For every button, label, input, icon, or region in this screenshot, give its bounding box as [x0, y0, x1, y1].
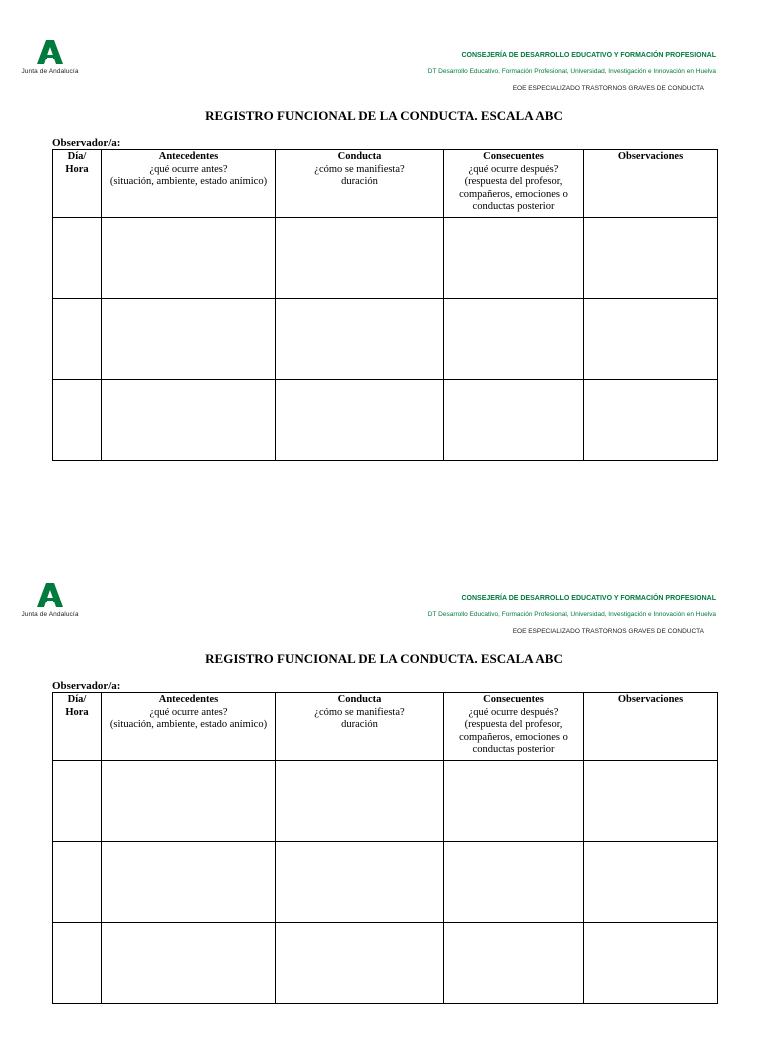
- column-title: Día/: [67, 694, 87, 705]
- column-description: ¿cómo se manifiesta?: [314, 163, 405, 175]
- table-row: [53, 380, 718, 461]
- empty-cell[interactable]: [276, 842, 444, 923]
- column-header: [584, 150, 718, 218]
- column-description: duración: [341, 176, 378, 187]
- empty-cell[interactable]: [102, 380, 276, 461]
- empty-cell[interactable]: [584, 380, 718, 461]
- empty-cell[interactable]: [53, 842, 102, 923]
- header-eoe: EOE ESPECIALIZADO TRASTORNOS GRAVES DE CONDUCTA: [512, 85, 704, 92]
- form-sheet-2: [0, 579, 768, 1049]
- header-consejeria: CONSEJERÍA DE DESARROLLO EDUCATIVO Y FORMACIÓN PROFESIONAL: [461, 52, 716, 59]
- empty-cell[interactable]: [276, 380, 444, 461]
- column-title: Hora: [65, 706, 89, 718]
- column-description: (respuesta del profesor,: [464, 176, 563, 187]
- empty-cell[interactable]: [276, 299, 444, 380]
- empty-cell[interactable]: [584, 923, 718, 1004]
- column-header: [276, 150, 444, 218]
- header-eoe: EOE ESPECIALIZADO TRASTORNOS GRAVES DE CONDUCTA: [512, 628, 704, 635]
- column-description: conductas posterior: [472, 201, 555, 212]
- column-title: Conducta: [337, 151, 382, 162]
- empty-cell[interactable]: [102, 761, 276, 842]
- header-consejeria: CONSEJERÍA DE DESARROLLO EDUCATIVO Y FORMACIÓN PROFESIONAL: [461, 595, 716, 602]
- empty-cell[interactable]: [53, 299, 102, 380]
- table-row: [53, 761, 718, 842]
- table-row: [53, 842, 718, 923]
- column-description: ¿cómo se manifiesta?: [314, 706, 405, 718]
- column-title: Antecedentes: [158, 694, 219, 705]
- column-title: Día/: [67, 151, 87, 162]
- header-delegacion: DT Desarrollo Educativo, Formación Profesional, Universidad, Investigación e Innovación en Huelva: [427, 611, 716, 618]
- junta-andalucia-logo: [18, 581, 82, 618]
- empty-cell[interactable]: [53, 380, 102, 461]
- empty-cell[interactable]: [53, 923, 102, 1004]
- table-header-row: [53, 693, 718, 761]
- abc-table: [52, 692, 718, 1004]
- empty-cell[interactable]: [102, 842, 276, 923]
- page-title: REGISTRO FUNCIONAL DE LA CONDUCTA. ESCALA ABC: [205, 651, 563, 666]
- column-description: ¿qué ocurre después?: [468, 706, 559, 718]
- column-header: [444, 693, 584, 761]
- column-description: (respuesta del profesor,: [464, 719, 563, 730]
- column-description: (situación, ambiente, estado anímico): [109, 719, 268, 730]
- column-header: [276, 693, 444, 761]
- page-title: REGISTRO FUNCIONAL DE LA CONDUCTA. ESCALA ABC: [205, 108, 563, 123]
- empty-cell[interactable]: [584, 761, 718, 842]
- empty-cell[interactable]: [53, 218, 102, 299]
- column-description: compañeros, emociones o: [459, 731, 568, 743]
- empty-cell[interactable]: [444, 842, 584, 923]
- empty-cell[interactable]: [444, 380, 584, 461]
- column-title: Hora: [65, 163, 89, 175]
- column-description: ¿qué ocurre después?: [468, 163, 559, 175]
- column-header: [102, 693, 276, 761]
- table-header-row: [53, 150, 718, 218]
- form-sheet-1: [0, 36, 768, 506]
- abc-table: [52, 149, 718, 461]
- column-title: Consecuentes: [483, 694, 544, 705]
- column-description: duración: [341, 719, 378, 730]
- empty-cell[interactable]: [53, 761, 102, 842]
- table-row: [53, 923, 718, 1004]
- column-header: [584, 693, 718, 761]
- empty-cell[interactable]: [276, 923, 444, 1004]
- andalucia-a-icon: [36, 38, 64, 66]
- column-title: Consecuentes: [483, 151, 544, 162]
- column-title: Observaciones: [617, 694, 684, 705]
- column-header: [102, 150, 276, 218]
- column-description: conductas posterior: [472, 744, 555, 755]
- empty-cell[interactable]: [444, 923, 584, 1004]
- empty-cell[interactable]: [276, 761, 444, 842]
- empty-cell[interactable]: [584, 299, 718, 380]
- empty-cell[interactable]: [444, 761, 584, 842]
- header-delegacion: DT Desarrollo Educativo, Formación Profesional, Universidad, Investigación e Innovación en Huelva: [427, 68, 716, 75]
- table-row: [53, 299, 718, 380]
- logo-text: Junta de Andalucía: [21, 68, 79, 75]
- observer-label: Observador/a:: [52, 137, 121, 149]
- logo-text: Junta de Andalucía: [21, 611, 79, 618]
- observer-label: Observador/a:: [52, 680, 121, 692]
- column-title: Observaciones: [617, 151, 684, 162]
- junta-andalucia-logo: [18, 38, 82, 75]
- column-header: [444, 150, 584, 218]
- empty-cell[interactable]: [276, 218, 444, 299]
- column-header: [53, 150, 102, 218]
- column-header: [53, 693, 102, 761]
- empty-cell[interactable]: [584, 842, 718, 923]
- column-title: Antecedentes: [158, 151, 219, 162]
- empty-cell[interactable]: [102, 299, 276, 380]
- empty-cell[interactable]: [444, 218, 584, 299]
- column-title: Conducta: [337, 694, 382, 705]
- column-description: compañeros, emociones o: [459, 188, 568, 200]
- andalucia-a-icon: [36, 581, 64, 609]
- column-description: (situación, ambiente, estado anímico): [109, 176, 268, 187]
- column-description: ¿qué ocurre antes?: [149, 163, 228, 175]
- empty-cell[interactable]: [102, 923, 276, 1004]
- empty-cell[interactable]: [584, 218, 718, 299]
- table-row: [53, 218, 718, 299]
- column-description: ¿qué ocurre antes?: [149, 706, 228, 718]
- empty-cell[interactable]: [444, 299, 584, 380]
- empty-cell[interactable]: [102, 218, 276, 299]
